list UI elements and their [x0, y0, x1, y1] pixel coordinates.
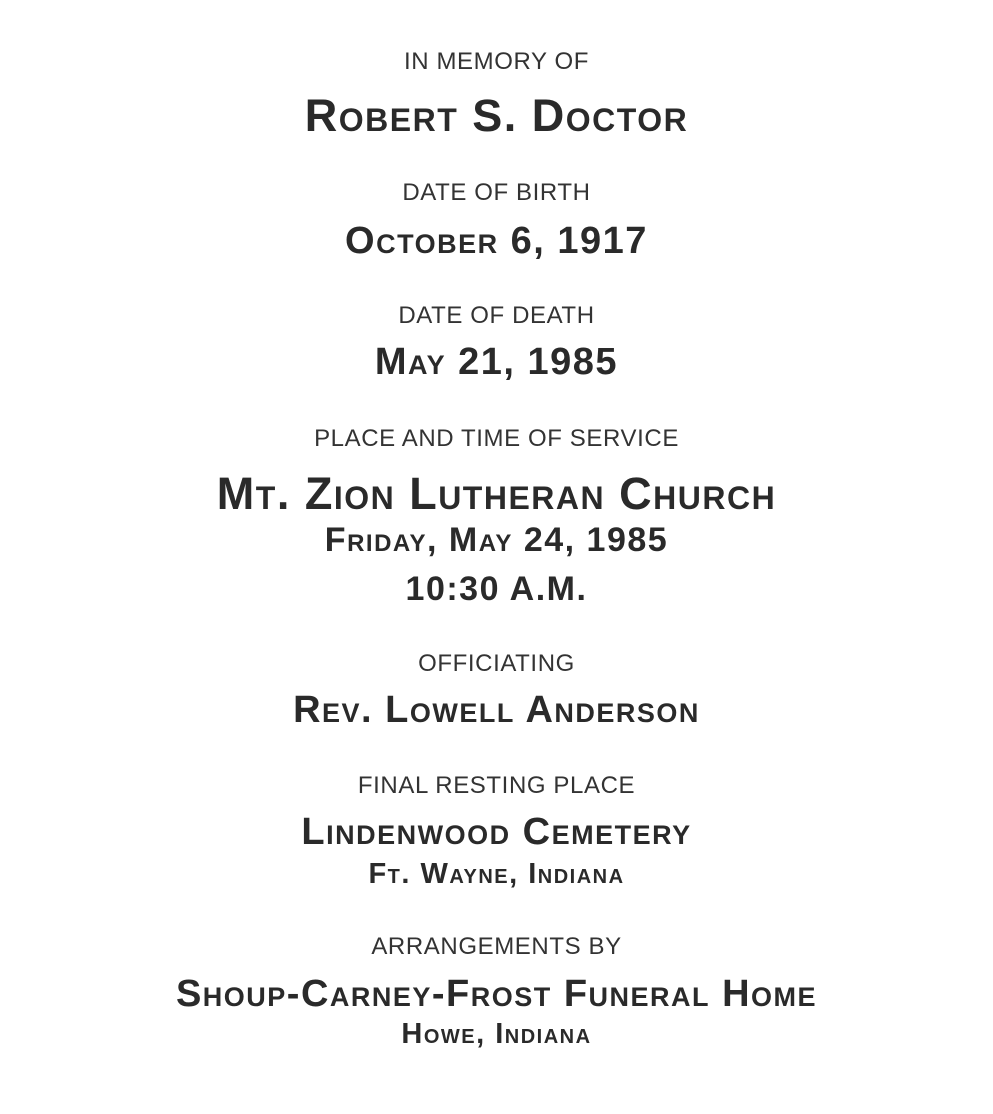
service-place: Mt. Zion Lutheran Church	[216, 468, 777, 519]
service-heading: PLACE AND TIME OF SERVICE	[314, 425, 679, 452]
service-time: 10:30 A.M.	[405, 570, 588, 608]
birth-date: October 6, 1917	[345, 220, 648, 262]
death-heading: DATE OF DEATH	[398, 302, 595, 329]
funeral-home-name: Shoup-Carney-Frost Funeral Home	[175, 973, 818, 1015]
deceased-name: Robert S. Doctor	[304, 90, 689, 141]
memory-heading: IN MEMORY OF	[404, 48, 589, 75]
funeral-home-location: Howe, Indiana	[401, 1018, 592, 1050]
arrangements-heading: ARRANGEMENTS BY	[371, 933, 622, 960]
cemetery-location: Ft. Wayne, Indiana	[368, 858, 625, 890]
officiating-heading: OFFICIATING	[418, 650, 575, 677]
death-date: May 21, 1985	[374, 341, 619, 383]
birth-heading: DATE OF BIRTH	[402, 179, 591, 206]
service-date: Friday, May 24, 1985	[324, 521, 669, 559]
cemetery-name: Lindenwood Cemetery	[301, 811, 692, 853]
officiant-name: Rev. Lowell Anderson	[293, 689, 700, 731]
resting-place-heading: FINAL RESTING PLACE	[357, 772, 636, 799]
